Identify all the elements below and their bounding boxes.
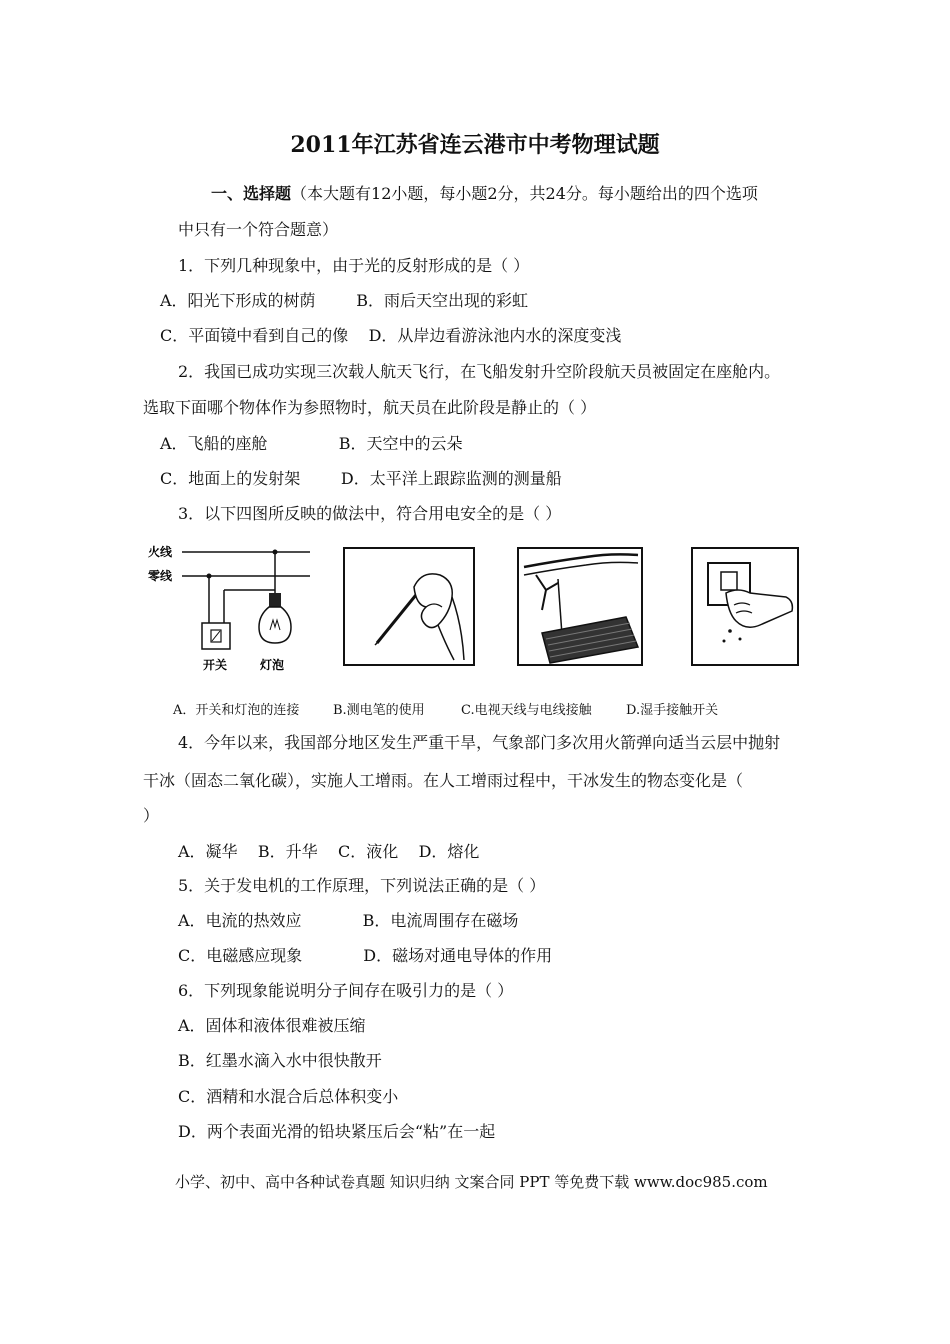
figure-caption-b: B.测电笔的使用 [333,703,425,718]
question-3-stem: 3．以下四图所反映的做法中，符合用电安全的是（ ） [178,504,562,523]
question-2-options-row-1: A．飞船的座舱 B．天空中的云朵 [160,434,463,453]
question-5-options-row-2: C．电磁感应现象 D．磁场对通电导体的作用 [178,946,553,965]
question-6-option-d: D．两个表面光滑的铅块紧压后会“粘”在一起 [178,1122,496,1141]
bulb-icon [259,607,291,643]
figure-d-wet-hand-switch [690,535,800,668]
figure-caption-d: D.湿手接触开关 [626,703,719,718]
section-intro [211,184,758,204]
neutral-wire-label: 零线 [148,569,173,583]
figure-caption-c: C.电视天线与电线接触 [461,703,592,718]
section-intro-continued: 中只有一个符合题意） [178,220,339,239]
question-2-stem-line-2: 选取下面哪个物体作为参照物时，航天员在此阶段是静止的（ ） [143,398,597,417]
figure-caption-a: A．开关和灯泡的连接 [173,703,300,718]
section-intro-text: （本大题有12小题，每小题2分，共24分。每小题给出的四个选项 [291,184,758,203]
figure-c-antenna-power-line [516,535,644,668]
switch-label: 开关 [203,658,228,672]
bulb-label: 灯泡 [260,658,285,672]
question-4-stem-line-2: 干冰（固态二氧化碳），实施人工增雨。在人工增雨过程中，干冰发生的物态变化是（ [143,771,744,790]
figure-a-circuit-diagram [145,535,315,675]
question-6-stem: 6．下列现象能说明分子间存在吸引力的是（ ） [178,981,514,1000]
question-5-options-row-1: A．电流的热效应 B．电流周围存在磁场 [178,911,519,930]
figure-b-test-pen [342,535,477,668]
live-wire-label: 火线 [148,545,173,559]
question-2-stem-line-1: 2．我国已成功实现三次载人航天飞行，在飞船发射升空阶段航天员被固定在座舱内。 [178,362,781,381]
question-2-options-row-2: C．地面上的发射架 D．太平洋上跟踪监测的测量船 [160,469,562,488]
question-4-stem-line-3: ） [143,806,160,825]
section-heading: 一、选择题 [211,184,292,203]
question-6-option-a: A．固体和液体很难被压缩 [178,1016,366,1035]
footer-download-note: 小学、初中、高中各种试卷真题 知识归纳 文案合同 PPT 等免费下载 www.doc985.com [175,1173,768,1191]
page-title: 2011年江苏省连云港市中考物理试题 [290,132,660,158]
question-1-options-row-1: A．阳光下形成的树荫 B．雨后天空出现的彩虹 [160,291,529,310]
question-6-option-c: C．酒精和水混合后总体积变小 [178,1087,399,1106]
question-1-options-row-2: C．平面镜中看到自己的像 D．从岸边看游泳池内水的深度变浅 [160,326,622,345]
question-5-stem: 5．关于发电机的工作原理，下列说法正确的是（ ） [178,876,546,895]
question-4-stem-line-1: 4．今年以来，我国部分地区发生严重干旱，气象部门多次用火箭弹向适当云层中抛射 [178,733,781,752]
bulb-socket [269,593,281,607]
question-6-option-b: B．红墨水滴入水中很快散开 [178,1051,382,1070]
question-4-options: A．凝华 B．升华 C．液化 D．熔化 [178,842,480,861]
question-1-stem: 1．下列几种现象中，由于光的反射形成的是（ ） [178,256,530,275]
